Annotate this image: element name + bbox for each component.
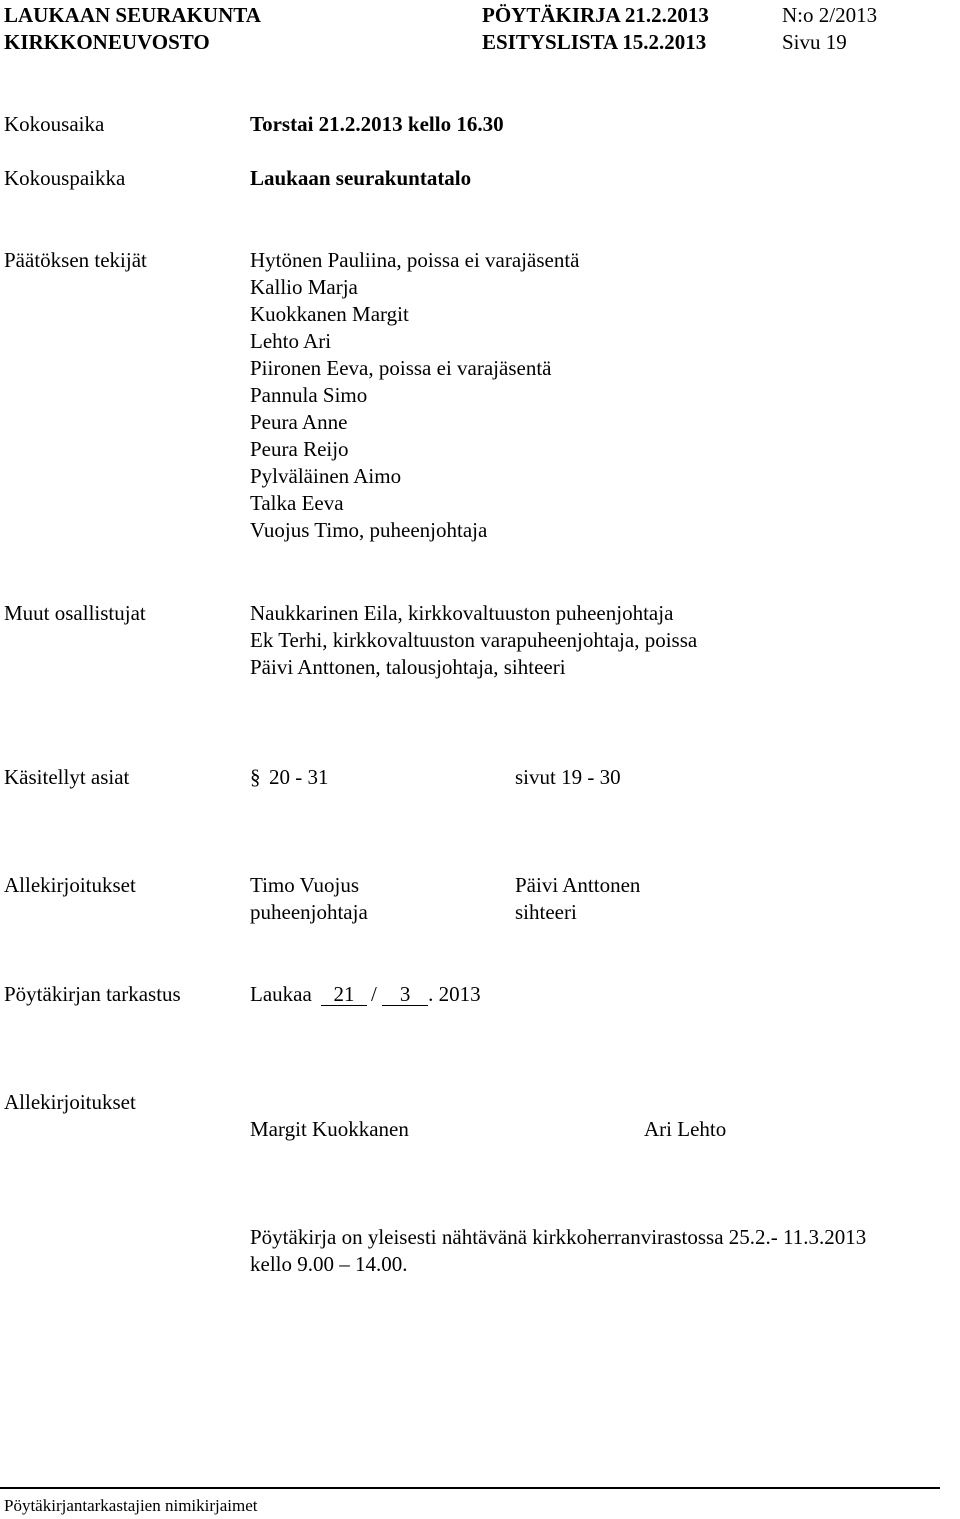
- notice-line-2: kello 9.00 – 14.00.: [250, 1252, 408, 1276]
- section-sign: §: [250, 765, 261, 789]
- other-participants-label: Muut osallistujat: [4, 601, 146, 625]
- review-label: Pöytäkirjan tarkastus: [4, 982, 181, 1006]
- review-month: 3: [382, 983, 428, 1006]
- header-council: KIRKKONEUVOSTO: [4, 30, 210, 54]
- list-item: Kallio Marja: [250, 275, 358, 299]
- other-participant-list: [250, 600, 697, 681]
- review-line: [250, 981, 481, 1008]
- list-item: Peura Anne: [250, 410, 348, 434]
- notice-line-1: Pöytäkirja on yleisesti nähtävänä kirkkoherranvirastossa 25.2.- 11.3.2013: [250, 1225, 867, 1249]
- review-place: Laukaa: [250, 982, 312, 1006]
- reviewer-2: Ari Lehto: [644, 1117, 727, 1141]
- header-agenda: ESITYSLISTA 15.2.2013: [482, 30, 707, 54]
- reviewer-1: Margit Kuokkanen: [250, 1117, 409, 1141]
- header-org: LAUKAAN SEURAKUNTA: [4, 3, 261, 27]
- items-label: Käsitellyt asiat: [4, 765, 130, 789]
- items-range: 20 - 31: [269, 765, 329, 789]
- list-item: Vuojus Timo, puheenjohtaja: [250, 518, 488, 542]
- list-item: Hytönen Pauliina, poissa ei varajäsentä: [250, 248, 580, 272]
- review-year: . 2013: [428, 982, 481, 1006]
- list-item: Pannula Simo: [250, 383, 368, 407]
- secretary-role: sihteeri: [515, 900, 577, 924]
- list-item: Peura Reijo: [250, 437, 349, 461]
- decision-makers-label: Päätöksen tekijät: [4, 248, 147, 272]
- items-pages: sivut 19 - 30: [515, 765, 621, 789]
- footer-divider: [0, 1487, 940, 1489]
- review-slash: /: [371, 982, 377, 1006]
- header-number: N:o 2/2013: [782, 3, 878, 27]
- list-item: Kuokkanen Margit: [250, 302, 409, 326]
- list-item: Talka Eeva: [250, 491, 344, 515]
- header-page: Sivu 19: [782, 30, 847, 54]
- meeting-place-label: Kokouspaikka: [4, 166, 126, 190]
- list-item: Piironen Eeva, poissa ei varajäsentä: [250, 356, 552, 380]
- list-item: Pylväläinen Aimo: [250, 464, 402, 488]
- chair-name: Timo Vuojus: [250, 873, 360, 897]
- footer-text: Pöytäkirjantarkastajien nimikirjaimet: [4, 1496, 258, 1515]
- secretary-name: Päivi Anttonen: [515, 873, 641, 897]
- review-signatures-label: Allekirjoitukset: [4, 1090, 136, 1114]
- list-item: Päivi Anttonen, talousjohtaja, sihteeri: [250, 655, 566, 679]
- meeting-place-value: Laukaan seurakuntatalo: [250, 166, 472, 190]
- list-item: Ek Terhi, kirkkovaltuuston varapuheenjohtaja, poissa: [250, 628, 698, 652]
- decision-maker-list: [250, 247, 580, 544]
- signatures-label: Allekirjoitukset: [4, 873, 136, 897]
- meeting-time-label: Kokousaika: [4, 112, 105, 136]
- meeting-time-value: Torstai 21.2.2013 kello 16.30: [250, 112, 504, 136]
- review-day: 21: [321, 983, 367, 1006]
- list-item: Naukkarinen Eila, kirkkovaltuuston puheenjohtaja: [250, 601, 674, 625]
- list-item: Lehto Ari: [250, 329, 332, 353]
- header-minutes: PÖYTÄKIRJA 21.2.2013: [482, 3, 709, 27]
- chair-role: puheenjohtaja: [250, 900, 368, 924]
